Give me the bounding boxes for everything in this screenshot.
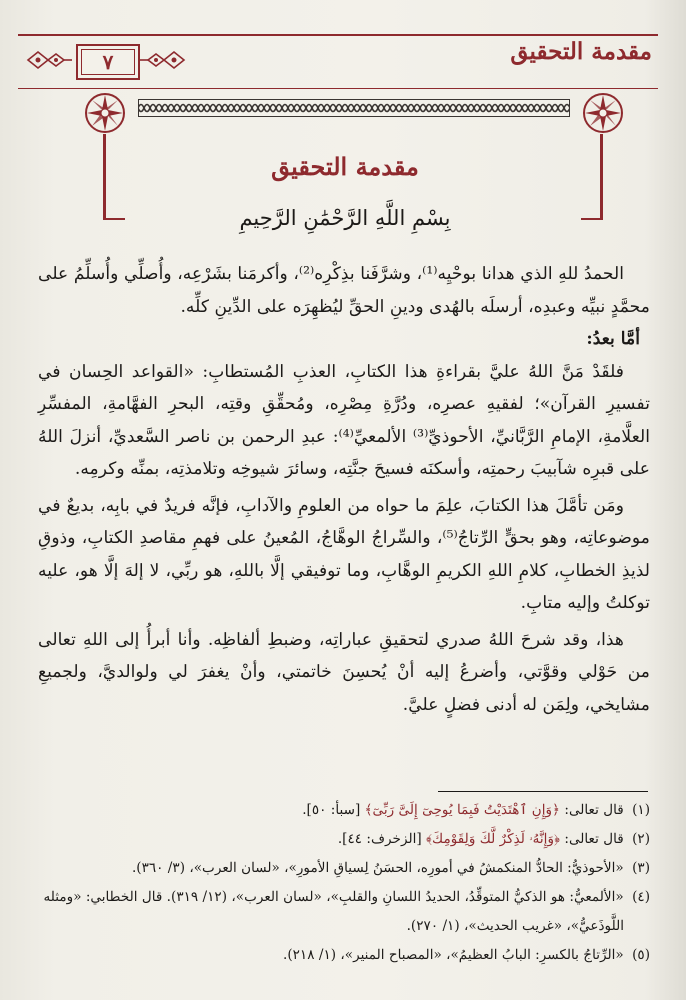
paragraph-closing: هذا، وقد شرحَ اللهُ صدري لتحقيقِ عباراتِه، وضبطِ ألفاظِه. وأنا أبرأُ إلى اللهِ تعالى من حَوْلي وقوَّتي، وأضرعُ إليه أنْ يُحسِنَ خاتمتي، وأنْ يغفرَ لي ولوالديَّ، ولجميعِ مشايخي، ولِمَن له أدنى فضلٍ عليَّ.: [38, 629, 650, 715]
basmala: بِسْمِ اللَّهِ الرَّحْمَٰنِ الرَّحِيمِ: [239, 206, 451, 230]
decorative-band: [138, 99, 570, 117]
body-text: [38, 258, 650, 721]
chapter-title: مقدمة التحقيق: [271, 152, 419, 181]
frame-right-foot: [581, 218, 603, 220]
footnote-4-continued: اللَّوذَعيُّ»، «غريب الحديث»، (١/ ٢٧٠).: [406, 918, 624, 934]
footnote-4: (٤) «الألمعيُّ: هو الذكيُّ المتوقِّدُ، الحديدُ اللسانِ والقلبِ»، «لسان العرب»، (١٢/ ٣١٩). قال الخطابي: «ومثله: [43, 889, 650, 905]
paragraph-book-merits: ومَن تأمَّلَ هذا الكتابَ، علِمَ ما حواه من العلومِ والآدابِ، فإنَّه فريدٌ في بابِه، بديعٌ في موضوعاتِه، وهو بحقٍّ الرِّتاجُ⁽⁵⁾، والسِّراجُ الوهَّاجُ، المُعينُ على فهمِ مقاصدِ الكتابِ، وذوقِ لذيذِ الخطابِ، كلامِ اللهِ الكريمِ الوهَّابِ، وما توفيقي إلَّا باللهِ، هو ربِّي، لا إلهَ إلَّا هو، عليه توكلتُ وإليه متابِ.: [38, 495, 650, 613]
footnote-2: (٢) قال تعالى: ﴿وَإِنَّهُۥ لَذِكْرٌ لَّكَ وَلِقَوْمِكَ﴾ [الزخرف: ٤٤].: [337, 831, 650, 847]
frame-right-bar: [600, 134, 603, 220]
quran-quote: ﴿وَإِنَّهُۥ لَذِكْرٌ لَّكَ وَلِقَوْمِكَ﴾: [426, 831, 561, 847]
header-bottom-rule: [18, 88, 658, 89]
header-top-rule: [18, 34, 658, 36]
frame-left-foot: [103, 218, 125, 220]
quran-quote: ﴿وَإِنِ ٱهْتَدَيْتُ فَبِمَا يُوحِىٓ إِلَىَّ رَبِّىٓ﴾: [364, 802, 561, 818]
paragraph-opening: الحمدُ للهِ الذي هدانا بوحْيِه⁽¹⁾، وشرَّفَنا بذِكْرِه⁽²⁾، وأكرمَنا بشَرْعِه، وأُصلِّي وأُسلِّمُ على محمَّدٍ نبيِّه وعبدِه، أرسلَه بالهُدى ودينِ الحقِّ ليُظهِرَه على الدِّينِ كلِّه.: [38, 264, 650, 317]
paragraph-book-praise: فلقَدْ مَنَّ اللهُ عليَّ بقراءةِ هذا الكتابِ، العذبِ المُستطابِ: «القواعد الحِسان في تفسيرِ القرآن»؛ لفقيهِ عصرِه، ودُرَّةِ مِصْرِه، ومُحقِّقِ وقتِه، البحرِ الفهَّامةِ، المفسِّرِ العلَّامةِ، الإمامِ الرَّبَّانيِّ، الأحوذيِّ⁽³⁾ الألمعيِّ⁽⁴⁾: عبدِ الرحمن بن ناصر السَّعديِّ، أنزلَ اللهُ على قبرِه شآبيبَ رحمتِه، وأسكنَه فسيحَ جنَّتِه، وسائرَ شيوخِه وتلامذتِه، بمنِّه وكرمِه.: [38, 361, 650, 479]
header-right-ornament-icon: [138, 47, 186, 73]
footnote-3: (٣) «الأحوذيُّ: الحادُّ المنكمشُ في أمورِه، الحسَنُ لِسياقِ الأمورِ»، «لسان العرب»، (٣/ ٣٦٠).: [131, 860, 650, 876]
right-rosette-icon: [582, 92, 624, 134]
left-rosette-icon: [84, 92, 126, 134]
frame-left-bar: [103, 134, 106, 220]
amma-heading: أمَّا بعدُ:: [586, 329, 640, 349]
running-title: مقدمة التحقيق: [510, 38, 652, 65]
page-number: ٧: [76, 44, 140, 80]
footnote-1: (١) قال تعالى: ﴿وَإِنِ ٱهْتَدَيْتُ فَبِمَا يُوحِىٓ إِلَىَّ رَبِّىٓ﴾ [سبأ: ٥٠].: [302, 802, 650, 818]
footnote-rule: [438, 791, 648, 792]
header-left-ornament-icon: [26, 47, 74, 73]
footnotes: [38, 796, 650, 970]
footnote-5: (٥) «الرِّتاجُ بالكسرِ: البابُ العظيمُ»، «المصباح المنير»، (١/ ٢١٨).: [283, 947, 650, 963]
